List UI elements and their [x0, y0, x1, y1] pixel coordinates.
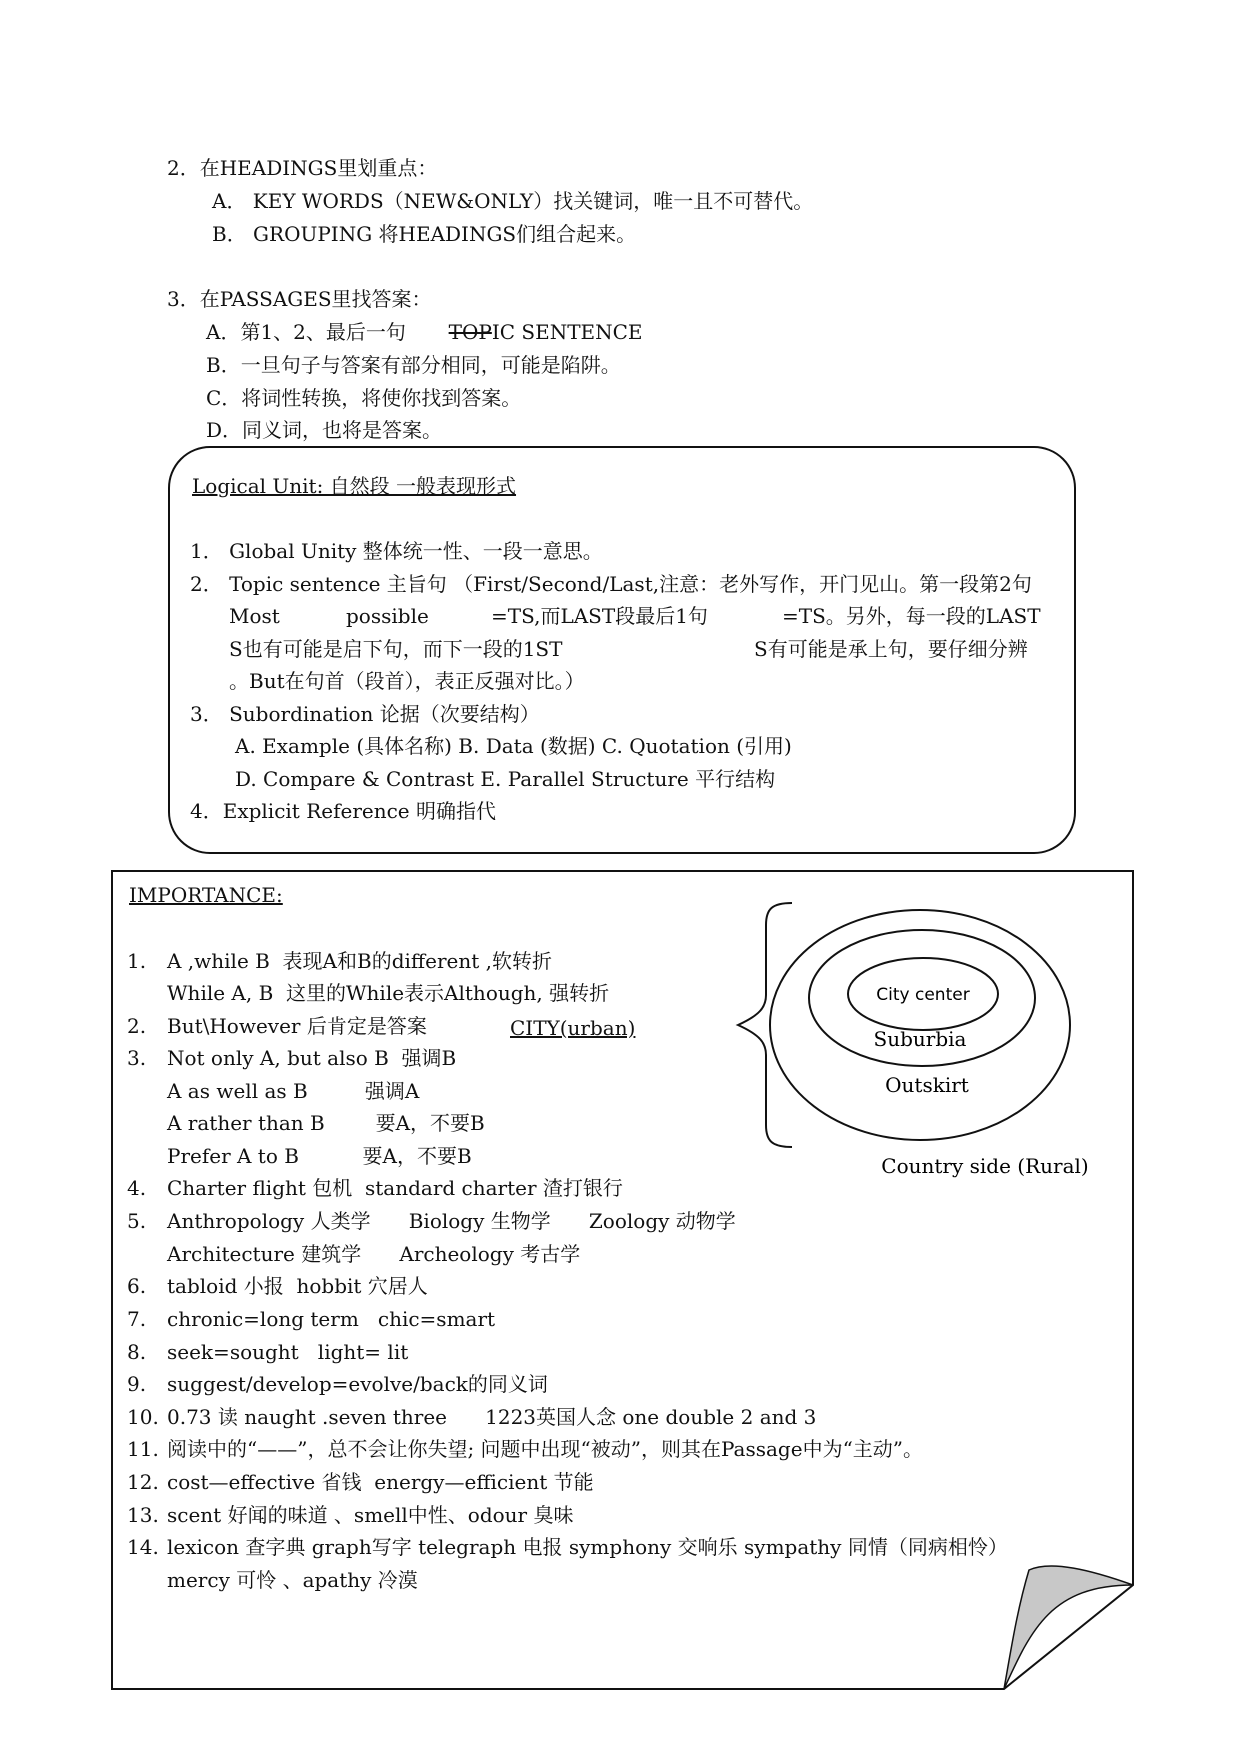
- diagram-city-center: City center: [876, 985, 970, 1005]
- importance-item-text: Charter flight 包机 standard charter 渣打银行: [167, 1176, 623, 1200]
- logical-unit-point-2-line-1: 2． Topic sentence 主旨句 （First/Second/Last,注意：老外写作，开门见山。第一段第2句: [190, 572, 1032, 596]
- section2-item-b: B． GROUPING 将HEADINGS们组合起来。: [212, 222, 637, 246]
- importance-item-number: 11.: [127, 1437, 159, 1461]
- section3-item-a-rest: IC SENTENCE: [491, 320, 643, 344]
- importance-item-text: scent 好闻的味道 、smell中性、odour 臭味: [167, 1503, 574, 1527]
- importance-item-number: 1.: [127, 949, 147, 973]
- diagram-brace: [738, 903, 792, 1147]
- importance-item-number: 6.: [127, 1274, 147, 1298]
- importance-item-text: lexicon 查字典 graph写字 telegraph 电报 symphony 交响乐 sympathy 同情（同病相怜）: [167, 1535, 1008, 1559]
- importance-item-text: But\However 后肯定是答案: [167, 1014, 427, 1038]
- importance-item-text: mercy 可怜 、apathy 冷漠: [167, 1568, 418, 1592]
- logical-unit-point-3: 3． Subordination 论据（次要结构）: [190, 702, 540, 726]
- logical-unit-point-2-line-2d: =TS。另外，每一段的LAST: [782, 604, 1041, 628]
- importance-item-text: cost—effective 省钱 energy—efficient 节能: [167, 1470, 594, 1494]
- logical-unit-point-3-a: A. Example (具体名称) B. Data (数据) C. Quotation (引用): [235, 734, 792, 758]
- importance-item-text: A ,while B 表现A和B的different ,软转折: [167, 949, 552, 973]
- section3-item-a-prefix: A．第1、2、最后一句: [206, 320, 406, 344]
- logical-unit-point-2-line-3a: S也有可能是启下句，而下一段的1ST: [229, 637, 563, 661]
- importance-item-text: Architecture 建筑学 Archeology 考古学: [167, 1242, 581, 1266]
- section3-item-a-struck: TOP: [448, 320, 492, 344]
- logical-unit-point-2-line-2b: possible: [346, 604, 429, 628]
- city-zones-diagram: [730, 895, 1110, 1185]
- importance-item-number: 9.: [127, 1372, 147, 1396]
- importance-item-text: A as well as B 强调A: [167, 1079, 420, 1103]
- section3-heading: 3．在PASSAGES里找答案：: [167, 287, 432, 311]
- section3-item-d: D．同义词，也将是答案。: [206, 418, 443, 442]
- importance-item-text: Prefer A to B 要A，不要B: [167, 1144, 472, 1168]
- section2-item-a: A． KEY WORDS（NEW&ONLY）找关键词，唯一且不可替代。: [212, 189, 814, 213]
- importance-item-number: 4.: [127, 1176, 147, 1200]
- importance-item-text: 0.73 读 naught .seven three 1223英国人念 one double 2 and 3: [167, 1405, 817, 1429]
- logical-unit-title: Logical Unit: 自然段 一般表现形式: [192, 474, 517, 498]
- city-urban-label: CITY(urban): [510, 1016, 636, 1040]
- importance-item-number: 2.: [127, 1014, 147, 1038]
- importance-title: IMPORTANCE:: [129, 883, 283, 907]
- importance-item-text: Not only A, but also B 强调B: [167, 1046, 457, 1070]
- importance-item-number: 7.: [127, 1307, 147, 1331]
- logical-unit-point-2-line-2a: Most: [229, 604, 280, 628]
- logical-unit-point-2-line-3b: S有可能是承上句，要仔细分辨: [754, 637, 1028, 661]
- importance-item-text: 阅读中的“——”，总不会让你失望; 问题中出现“被动”，则其在Passage中为“主动”。: [167, 1437, 924, 1461]
- section2-heading: 2．在HEADINGS里划重点：: [167, 156, 438, 180]
- section3-item-c: C．将词性转换，将使你找到答案。: [206, 386, 522, 410]
- section3-item-b: B．一旦句子与答案有部分相同，可能是陷阱。: [206, 353, 621, 377]
- importance-item-number: 5.: [127, 1209, 147, 1233]
- logical-unit-point-2-line-4: 。But在句首（段首），表正反强对比。）: [229, 669, 585, 693]
- importance-item-text: Anthropology 人类学 Biology 生物学 Zoology 动物学: [167, 1209, 736, 1233]
- importance-item-number: 10.: [127, 1405, 159, 1429]
- diagram-outskirt: Outskirt: [885, 1073, 969, 1097]
- logical-unit-point-1: 1． Global Unity 整体统一性、一段一意思。: [190, 539, 603, 563]
- logical-unit-point-3-d: D. Compare & Contrast E. Parallel Structure 平行结构: [235, 767, 776, 791]
- importance-item-text: suggest/develop=evolve/back的同义词: [167, 1372, 548, 1396]
- importance-item-number: 8.: [127, 1340, 147, 1364]
- importance-item-number: 13.: [127, 1503, 159, 1527]
- importance-item-text: A rather than B 要A，不要B: [167, 1111, 485, 1135]
- diagram-suburbia: Suburbia: [873, 1027, 967, 1051]
- importance-item-text: tabloid 小报 hobbit 穴居人: [167, 1274, 428, 1298]
- logical-unit-point-2-line-2c: =TS,而LAST段最后1句: [491, 604, 708, 628]
- importance-item-number: 14.: [127, 1535, 159, 1559]
- importance-item-number: 12.: [127, 1470, 159, 1494]
- importance-item-text: chronic=long term chic=smart: [167, 1307, 496, 1331]
- diagram-countryside: Country side (Rural): [881, 1154, 1089, 1178]
- importance-item-text: seek=sought light= lit: [167, 1340, 409, 1364]
- section3-item-a: [206, 320, 643, 344]
- logical-unit-point-4: 4．Explicit Reference 明确指代: [190, 799, 496, 823]
- importance-item-number: 3.: [127, 1046, 147, 1070]
- importance-item-text: While A, B 这里的While表示Although, 强转折: [167, 981, 610, 1005]
